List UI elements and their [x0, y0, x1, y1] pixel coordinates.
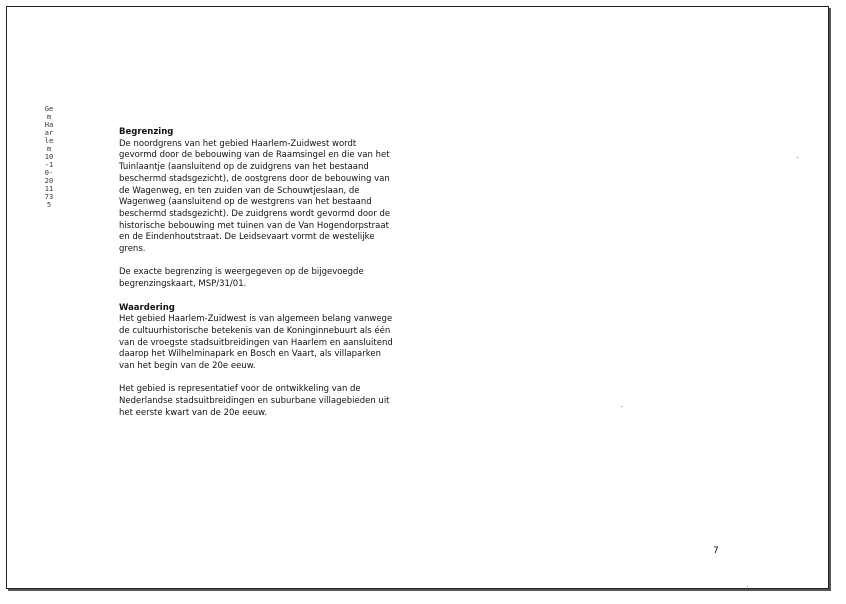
section-heading: Waardering	[119, 302, 175, 313]
paragraph: Het gebied is representatief voor de ontwikkeling van de Nederlandse stadsuitbreidingen en suburbane villagebieden uit het eerste kwart van de 20e eeuw.	[119, 384, 390, 418]
section-begrenzing	[119, 127, 394, 291]
paragraph: De exacte begrenzing is weergegeven op de bijgevoegde begrenzingskaart, MSP/31/01.	[119, 267, 364, 290]
scan-speck	[747, 586, 748, 587]
paragraph: Het gebied Haarlem-Zuidwest is van algemeen belang vanwege de cultuurhistorische betekenis van de Koninginnebuurt als één van de vroegste stadsuitbreidingen van Haarlem en aansluitend daarop het Wilhelminapark en Bosch en Vaart, als villaparken van het begin van de 20e eeuw.	[119, 314, 393, 372]
page-number: 7	[713, 546, 719, 556]
section-heading: Begrenzing	[119, 127, 174, 137]
document-body	[119, 127, 394, 431]
registration-stamp: Gem Haarlem 10-10-2011 735	[44, 105, 54, 209]
paragraph: De noordgrens van het gebied Haarlem-Zuidwest wordt gevormd door de bebouwing van de Raamsingel en die van het Tuinlaantje (aansluitend op de zuidgrens van het bestaand beschermd stadsgezicht), de oostgrens door de bebouwing van de Wagenweg, en ten zuiden van de Schouwtjeslaan, de Wagenweg (aansluitend op de westgrens van het bestaand beschermd stadsgezicht). De zuidgrens wordt gevormd door de historische bebouwing met tuinen van de Van Hogendorpstraat en de Eindenhoutstraat. De Leidsevaart vormt de westelijke grens.	[119, 138, 391, 255]
scan-speck	[797, 157, 798, 158]
page-shadow	[8, 589, 831, 591]
scan-speck	[621, 406, 622, 407]
page-shadow	[829, 8, 831, 591]
section-waardering	[119, 303, 394, 420]
